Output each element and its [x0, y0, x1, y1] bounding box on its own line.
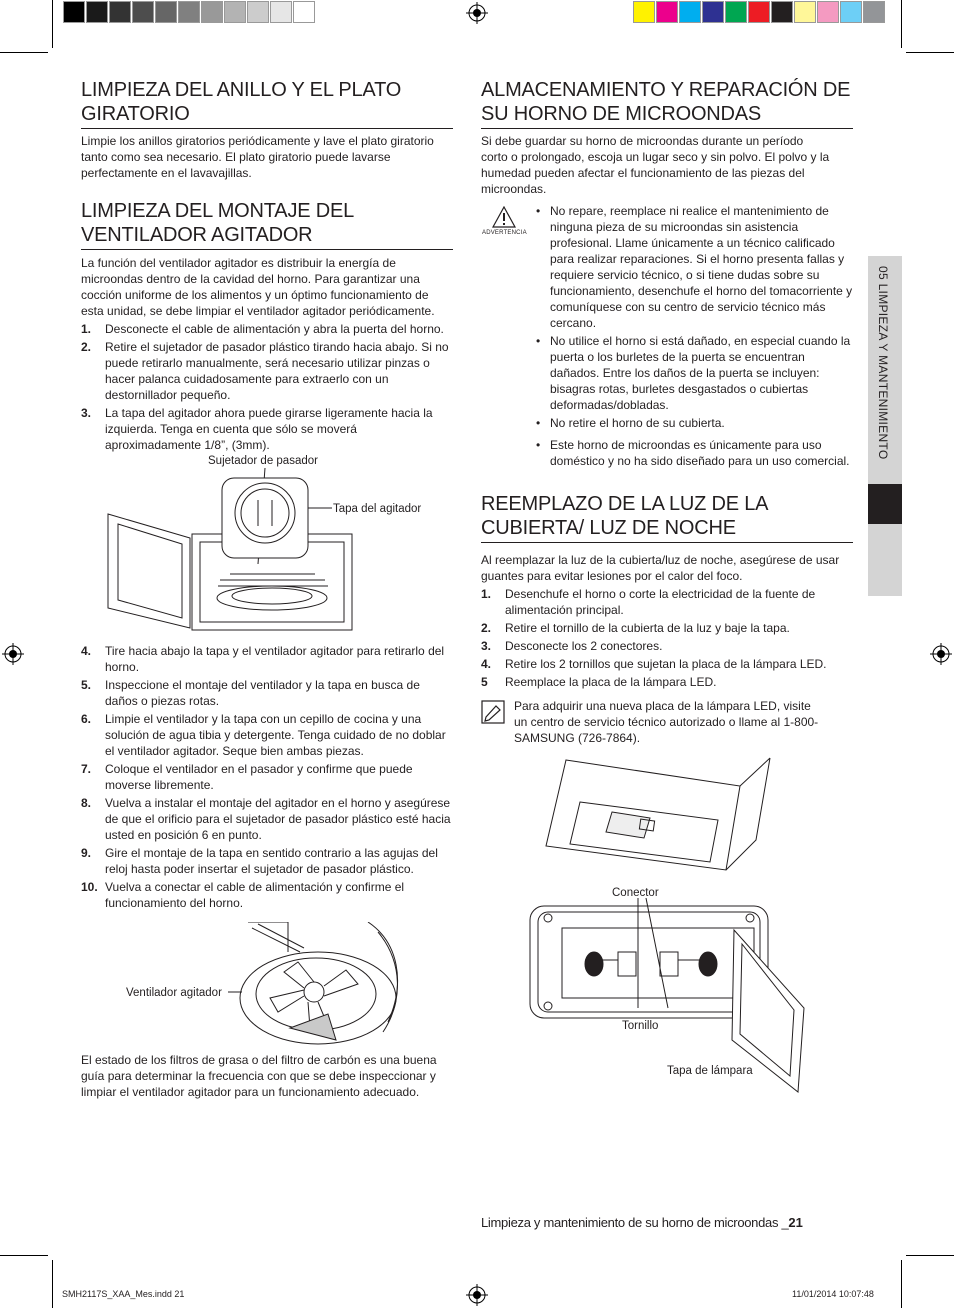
chapter-side-label: 05 LIMPIEZA Y MANTENIMIENTO — [876, 266, 890, 460]
list-item: • No utilice el horno si está dañado, en especial cuando la puerta o los burletes de la puerta se encuentran dañados. Entre los daños de la puerta se incluyen: bisagras rotas, burletes desgastados o cubiertas deformadas/dobladas. — [536, 334, 851, 412]
section-fan-title: LIMPIEZA DEL MONTAJE DEL VENTILADOR AGITADOR — [81, 199, 453, 250]
color-swatch — [656, 1, 678, 23]
registration-target-icon — [2, 643, 24, 665]
registration-target-icon — [466, 2, 488, 24]
color-swatch — [702, 1, 724, 23]
list-item: 10. Vuelva a conectar el cable de alimentación y confirme el funcionamiento del horno. — [81, 880, 405, 910]
crop-mark — [906, 1255, 954, 1256]
fan-steps-a — [81, 321, 454, 455]
color-swatch — [725, 1, 747, 23]
section-light-intro: Al reemplazar la luz de la cubierta/luz de noche, asegúrese de usar guantes para evitar lesiones por el calor del foco. — [481, 553, 840, 583]
microwave-underside-illustration — [540, 754, 776, 874]
section-turntable-body: Limpie los anillos giratorios periódicamente y lave el plato giratorio tanto como sea necesario. El plato giratorio puede lavarse perfectamente en el lavavajillas. — [81, 134, 434, 180]
warning-triangle-icon — [492, 206, 516, 228]
list-item: 3. La tapa del agitador ahora puede girarse ligeramente hacia la izquierda. Tenga en cuenta que sólo se moverá aproximadamente 1/8”, (3mm). — [81, 406, 433, 452]
color-swatch — [748, 1, 770, 23]
list-item: • No repare, reemplace ni realice el mantenimiento de ninguna pieza de su microondas sin asistencia profesional. Llame únicamente a un técnico calificado para realizar reparaciones. Si el horno presenta fallas y requiere servicio técnico, o si tiene dudas sobre su funcionamiento, desenchufe el horno del tomacorriente y comuníquese con su centro de servicio técnico más cercano. — [536, 204, 853, 330]
fig-label-screw: Tornillo — [622, 1020, 659, 1032]
color-swatch — [794, 1, 816, 23]
list-item: 8. Vuelva a instalar el montaje del agitador en el horno y asegúrese de que el orificio para el sujetador de pasador plástico esté hacia usted en posición 6 en punto. — [81, 796, 451, 842]
crop-mark — [901, 1260, 902, 1308]
crop-mark — [0, 52, 48, 53]
note-text: Para adquirir una nueva placa de la lámpara LED, visite un centro de servicio técnico autorizado o llame al 1-800-SAMSUNG (726-7864). — [514, 699, 819, 745]
list-item: 2. Retire el tornillo de la cubierta de la luz y baje la tapa. — [481, 621, 790, 635]
fan-steps-b — [81, 643, 454, 913]
color-swatch — [224, 1, 246, 23]
section-light-title: REEMPLAZO DE LA LUZ DE LA CUBIERTA/ LUZ DE NOCHE — [481, 492, 853, 543]
crop-mark — [0, 1255, 48, 1256]
list-item: 9. Gire el montaje de la tapa en sentido contrario a las agujas del reloj hasta poder insertar el sujetador de pasador plástico. — [81, 846, 438, 876]
crop-mark — [906, 52, 954, 53]
list-item: 5 Reemplace la placa de la lámpara LED. — [481, 675, 717, 689]
color-swatch — [247, 1, 269, 23]
list-item: 7. Coloque el ventilador en el pasador y confirme que puede moverse libremente. — [81, 762, 413, 792]
crop-mark — [52, 1260, 53, 1308]
color-swatch — [86, 1, 108, 23]
oven-open-illustration — [100, 468, 358, 632]
color-swatch — [178, 1, 200, 23]
page-number: 21 — [788, 1215, 803, 1230]
registration-target-icon — [930, 643, 952, 665]
page-footer-title — [481, 1215, 803, 1230]
list-item: 1. Desconecte el cable de alimentación y abra la puerta del horno. — [81, 322, 444, 336]
list-item: • No retire el horno de su cubierta. — [536, 416, 725, 430]
color-swatch — [201, 1, 223, 23]
fig-label-stirrer-cover: Tapa del agitador — [333, 503, 422, 515]
fig-label-connector: Conector — [612, 887, 659, 899]
color-swatch — [863, 1, 885, 23]
footer-title-text: Limpieza y mantenimiento de su horno de microondas _ — [481, 1215, 789, 1230]
print-date: 11/01/2014 10:07:48 — [792, 1289, 874, 1299]
section-fan-intro: La función del ventilador agitador es distribuir la energía de microondas dentro de la cavidad del horno. Para garantizar una cocción uniforme de los alimentos y un óptimo funcionamiento de esta unidad, se debe limpiar el ventilador agitador periódicamente. — [81, 256, 435, 318]
color-swatch — [132, 1, 154, 23]
storage-bullets — [536, 203, 856, 469]
light-steps — [481, 586, 841, 692]
color-swatch — [679, 1, 701, 23]
fig-label-lamp-cover: Tapa de lámpara — [667, 1065, 753, 1077]
list-item: • Este horno de microondas es únicamente para uso doméstico y no ha sido diseñado para un uso comercial. — [536, 438, 850, 468]
list-item: 4. Tire hacia abajo la tapa y el ventilador agitador para retirarlo del horno. — [81, 644, 445, 674]
crop-mark — [901, 0, 902, 48]
note-icon — [481, 700, 505, 724]
fig-label-pin-holder: Sujetador de pasador — [208, 455, 318, 467]
stirrer-fan-illustration — [228, 922, 412, 1048]
color-swatch — [155, 1, 177, 23]
color-swatch-bar — [633, 1, 886, 23]
list-item: 5. Inspeccione el montaje del ventilador y la tapa en busca de daños o piezas rotas. — [81, 678, 420, 708]
gray-swatch-bar — [63, 1, 316, 23]
fig-label-stirrer-fan: Ventilador agitador — [126, 987, 222, 999]
list-item: 4. Retire los 2 tornillos que sujetan la placa de la lámpara LED. — [481, 657, 827, 671]
color-swatch — [840, 1, 862, 23]
file-name: SMH2117S_XAA_Mes.indd 21 — [62, 1289, 185, 1299]
side-tab-marker — [868, 484, 902, 524]
color-swatch — [817, 1, 839, 23]
color-swatch — [293, 1, 315, 23]
list-item: 2. Retire el sujetador de pasador plástico tirando hacia abajo. Si no puede retirarlo manualmente, será necesario utilizar pinzas o hacer palanca cuidadosamente para extraerlo con un destornillador pequeño. — [81, 340, 449, 402]
list-item: 6. Limpie el ventilador y la tapa con un cepillo de cocina y una solución de agua tibia y detergente. Tenga cuidado de no doblar el ventilador agitador. Seque bien ambas piezas. — [81, 712, 446, 758]
color-swatch — [633, 1, 655, 23]
color-swatch — [270, 1, 292, 23]
warning-label: ADVERTENCIA — [482, 230, 527, 236]
fan-closing-text: El estado de los filtros de grasa o del filtro de carbón es una buena guía para determinar la frecuencia con que se debe inspeccionar y limpiar el ventilador agitador para un funcionamiento adecuado. — [81, 1053, 437, 1099]
color-swatch — [109, 1, 131, 23]
color-swatch — [771, 1, 793, 23]
section-storage-intro: Si debe guardar su horno de microondas durante un período corto o prolongado, escoja un lugar seco y sin polvo. El polvo y la humedad pueden afectar el funcionamiento de las piezas del microondas. — [481, 134, 830, 196]
section-storage-title: ALMACENAMIENTO Y REPARACIÓN DE SU HORNO DE MICROONDAS — [481, 78, 853, 129]
list-item: 3. Desconecte los 2 conectores. — [481, 639, 663, 653]
registration-target-icon — [466, 1284, 488, 1306]
lamp-housing-illustration — [528, 898, 808, 1098]
color-swatch — [63, 1, 85, 23]
section-turntable-title: LIMPIEZA DEL ANILLO Y EL PLATO GIRATORIO — [81, 78, 453, 129]
crop-mark — [52, 0, 53, 48]
list-item: 1. Desenchufe el horno o corte la electricidad de la fuente de alimentación principal. — [481, 587, 816, 617]
